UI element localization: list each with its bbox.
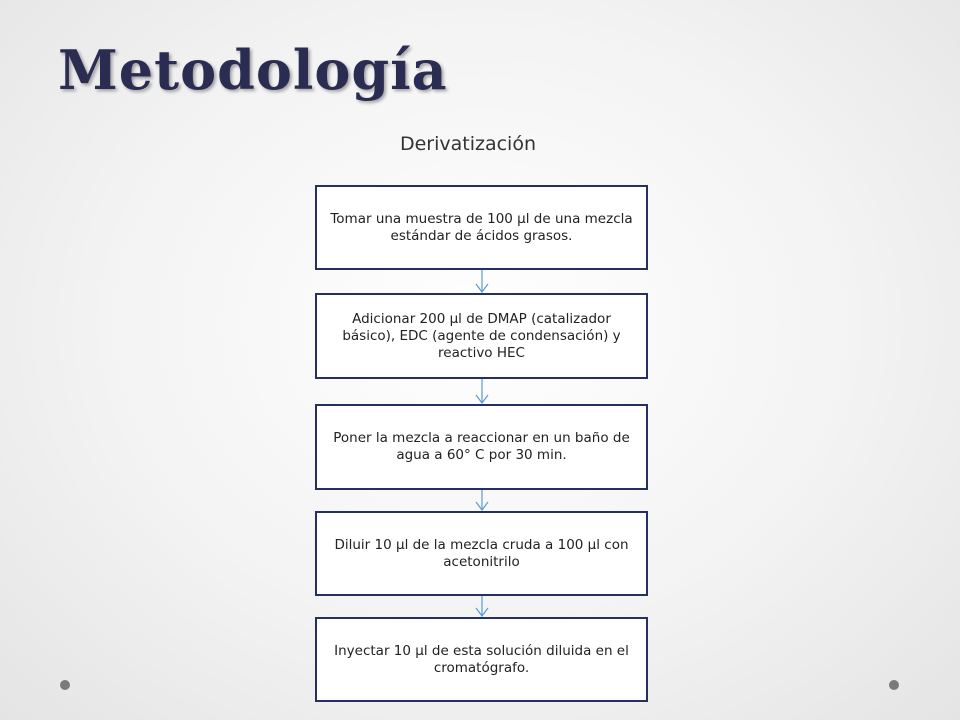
flow-step-1: Tomar una muestra de 100 µl de una mezcla estándar de ácidos grasos. — [315, 185, 648, 270]
flow-arrow-1 — [472, 270, 492, 293]
left-decor-dot — [60, 680, 70, 690]
flow-step-4: Diluir 10 µl de la mezcla cruda a 100 µl con acetonitrilo — [315, 511, 648, 596]
flow-step-2: Adicionar 200 µl de DMAP (catalizador básico), EDC (agente de condensación) y reactivo HEC — [315, 293, 648, 379]
slide-title: Metodología — [58, 38, 448, 102]
slide-subtitle: Derivatización — [399, 133, 537, 155]
right-decor-dot — [889, 680, 899, 690]
flow-arrow-4 — [472, 596, 492, 617]
flow-arrow-2 — [472, 379, 492, 404]
flow-step-3: Poner la mezcla a reaccionar en un baño de agua a 60° C por 30 min. — [315, 404, 648, 490]
flow-step-5: Inyectar 10 µl de esta solución diluida en el cromatógrafo. — [315, 617, 648, 702]
flow-arrow-3 — [472, 490, 492, 511]
